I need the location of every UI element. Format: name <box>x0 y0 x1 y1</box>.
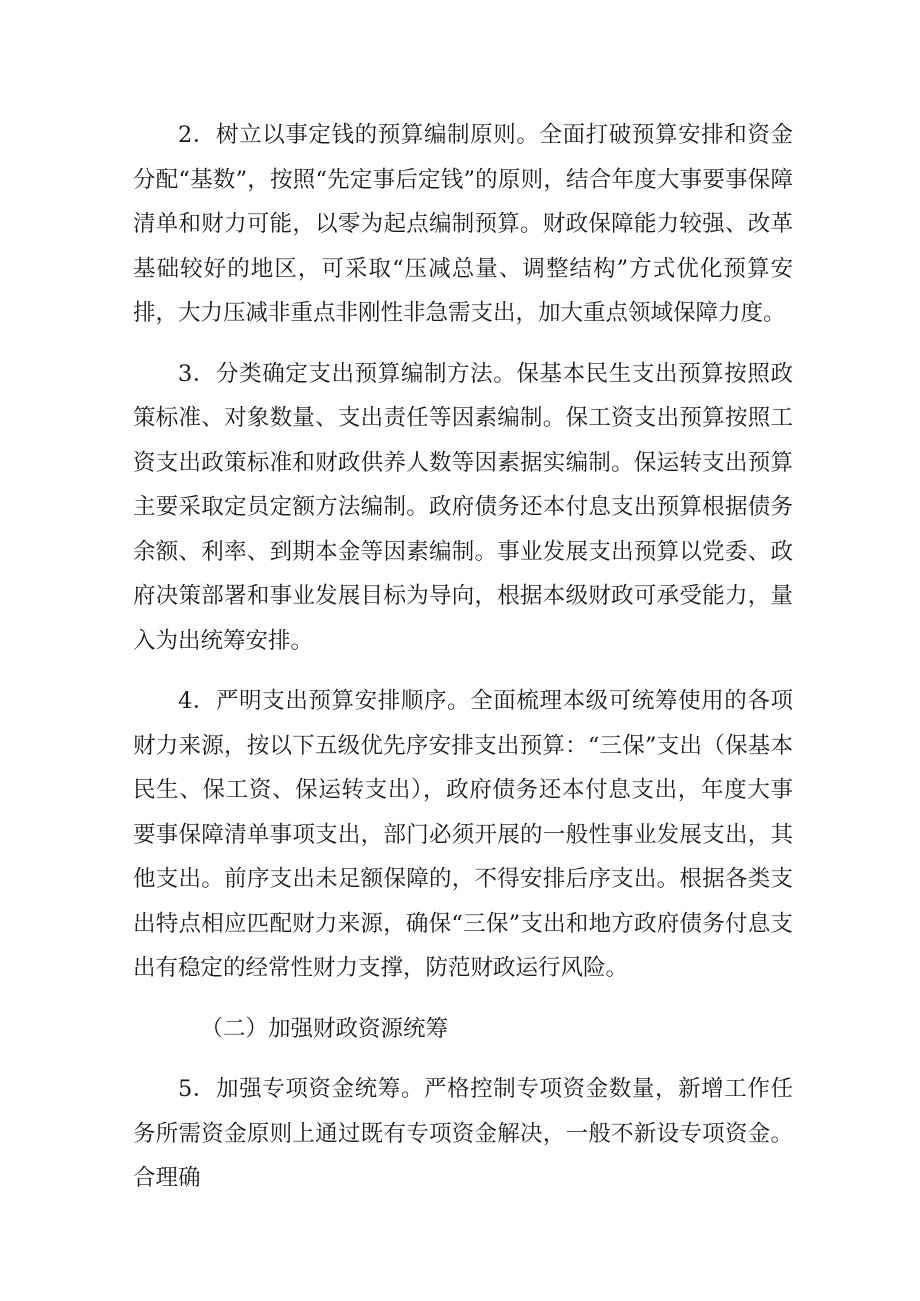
paragraph-4: 4．严明支出预算安排顺序。全面梳理本级可统筹使用的各项财力来源，按以下五级优先序安排支出预算：“三保”支出（保基本民生、保工资、保运转支出），政府债务还本付息支出，年度大事要事保障清单事项支出，部门必须开展的一般性事业发展支出，其他支出。前序支出未足额保障的，不得安排后序支出。根据各类支出特点相应匹配财力来源，确保“三保”支出和地方政府债务付息支出有稳定的经常性财力支撑，防范财政运行风险。 <box>133 688 793 981</box>
section-heading: （二）加强财政资源统筹 <box>200 1015 449 1042</box>
document-body <box>133 113 793 1217</box>
paragraph-5: 5．加强专项资金统筹。严格控制专项资金数量，新增工作任务所需资金原则上通过既有专项资金解决，一般不新设专项资金。合理确 <box>133 1076 793 1191</box>
paragraph-2: 2．树立以事定钱的预算编制原则。全面打破预算安排和资金分配“基数”，按照“先定事后定钱”的原则，结合年度大事要事保障清单和财力可能，以零为起点编制预算。财政保障能力较强、改革基础较好的地区，可采取“压减总量、调整结构”方式优化预算安排，大力压减非重点非刚性非急需支出，加大重点领域保障力度。 <box>133 122 793 326</box>
paragraph-3: 3．分类确定支出预算编制方法。保基本民生支出预算按照政策标准、对象数量、支出责任等因素编制。保工资支出预算按照工资支出政策标准和财政供养人数等因素据实编制。保运转支出预算主要采取定员定额方法编制。政府债务还本付息支出预算根据债务余额、利率、到期本金等因素编制。事业发展支出预算以党委、政府决策部署和事业发展目标为导向，根据本级财政可承受能力，量入为出统筹安排。 <box>133 360 793 654</box>
